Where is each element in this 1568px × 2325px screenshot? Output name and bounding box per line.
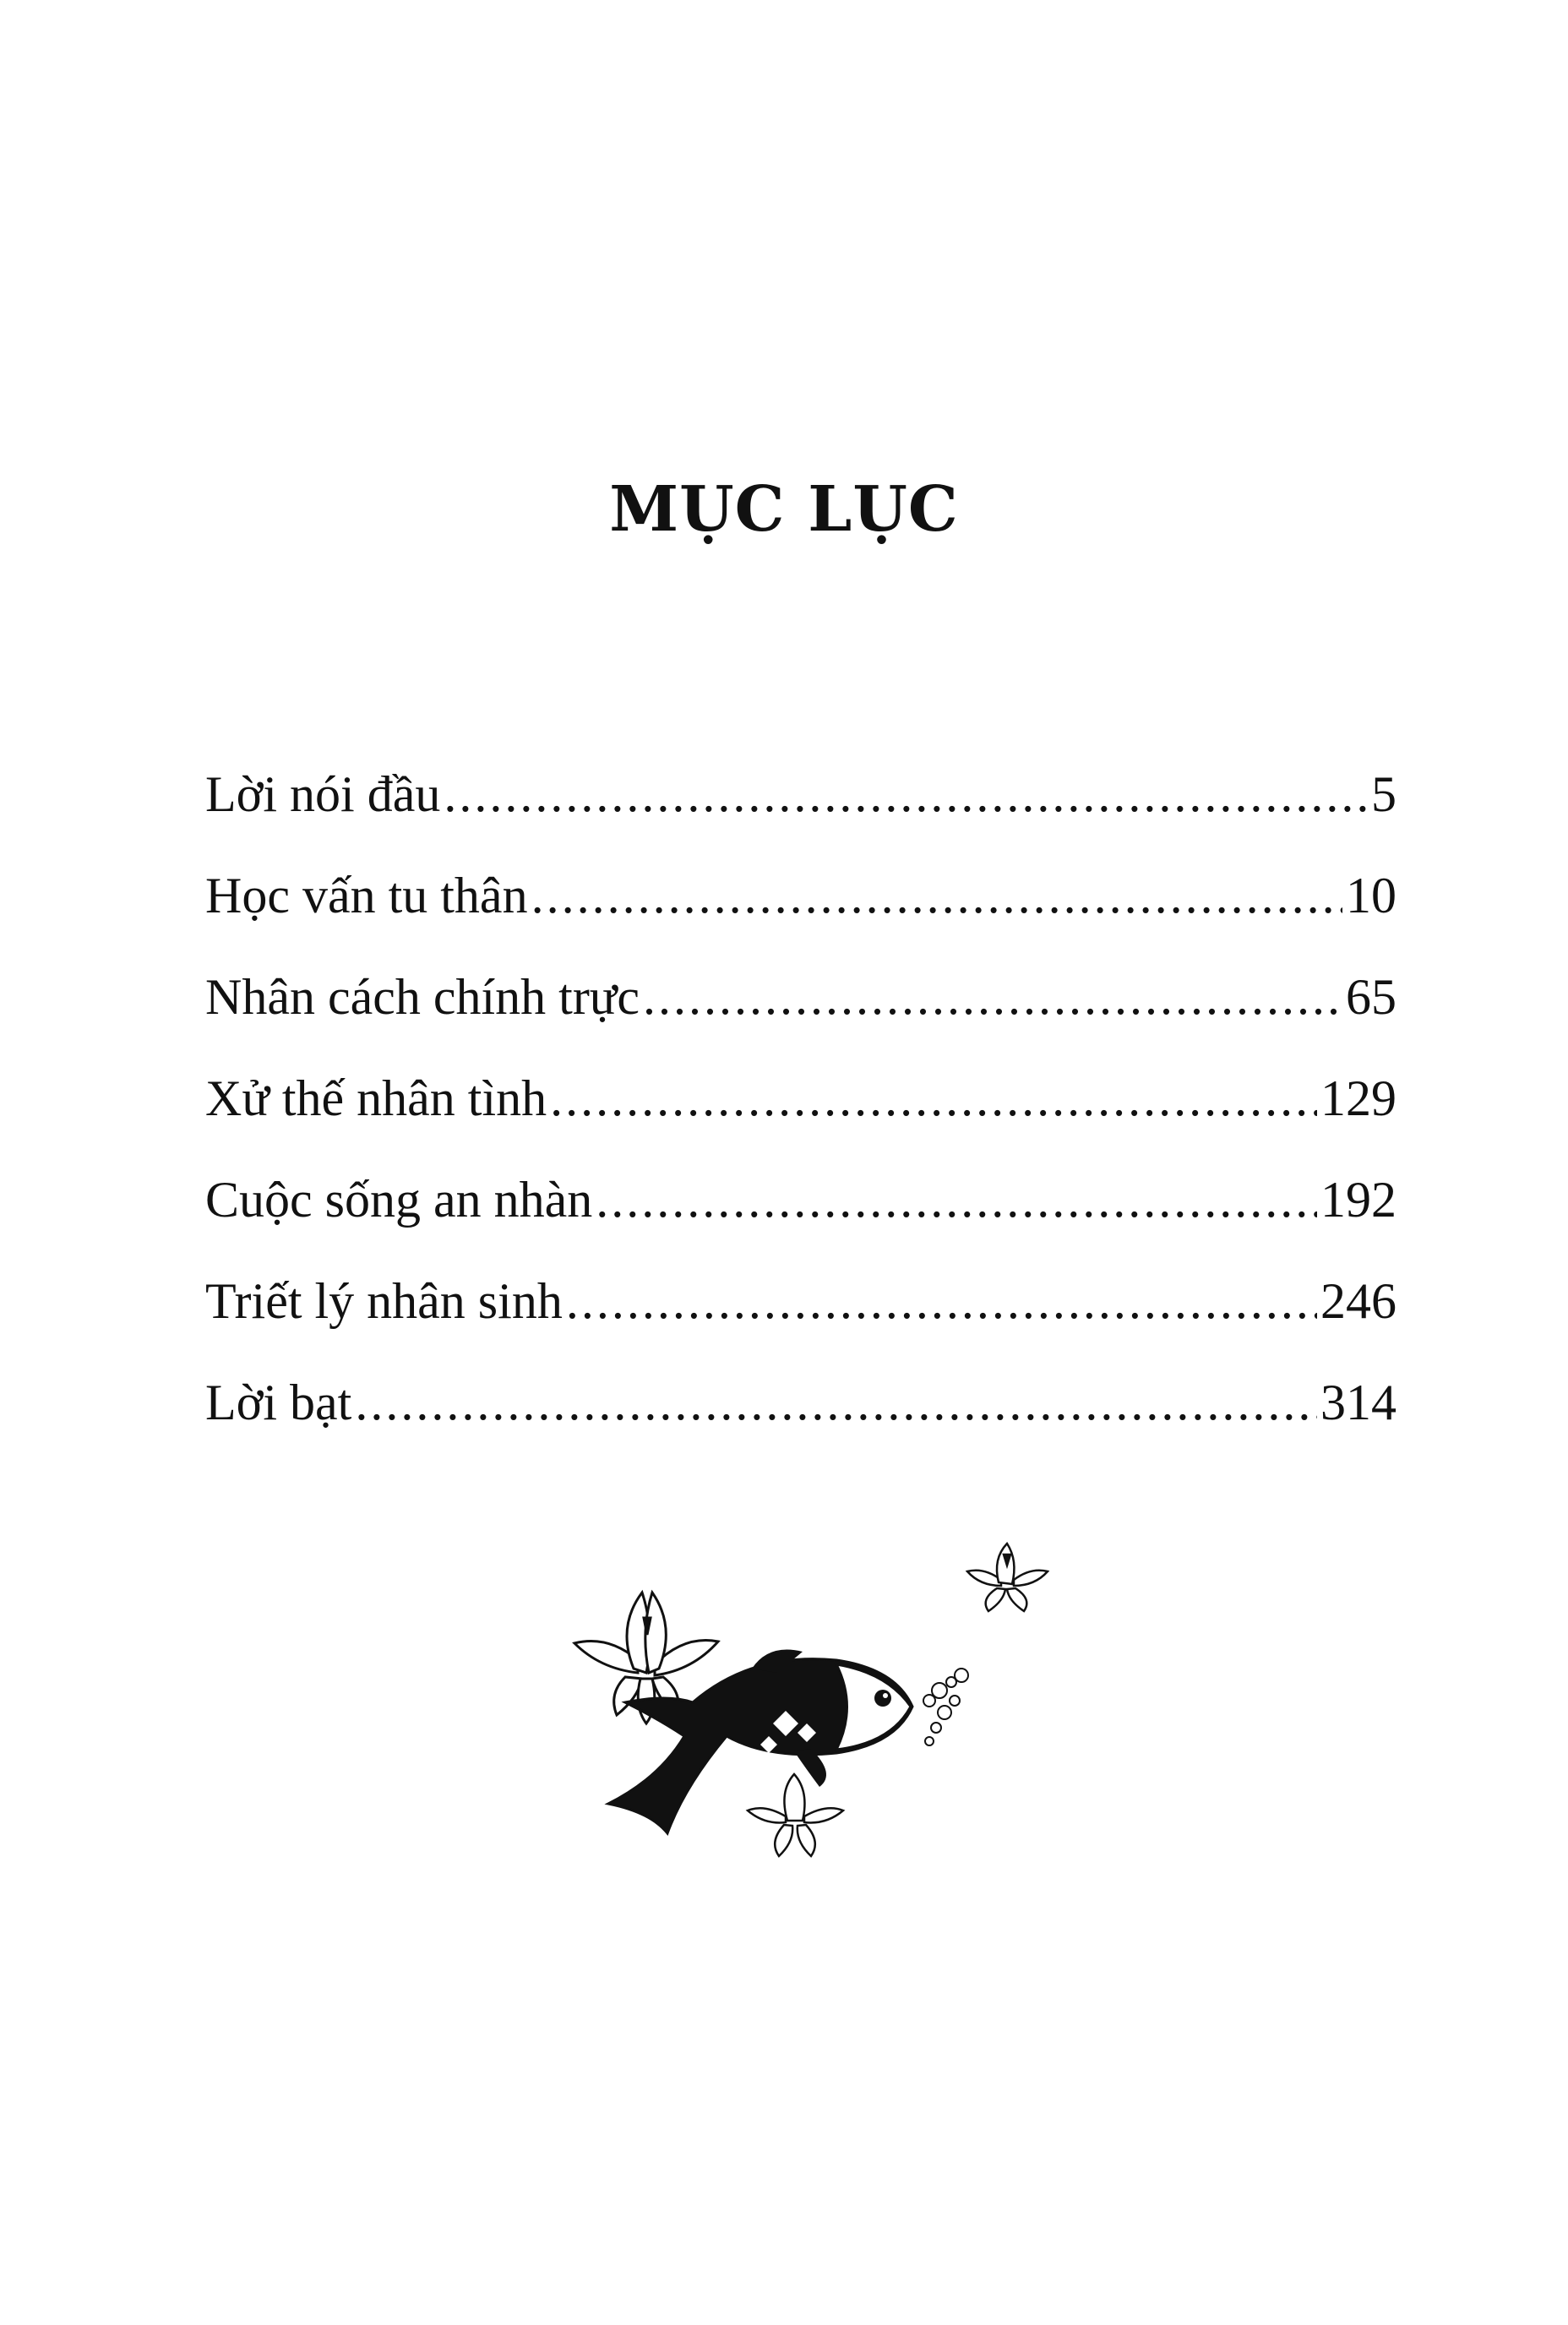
- table-of-contents: [205, 743, 1396, 1453]
- toc-entry-page: 129: [1320, 1070, 1396, 1126]
- dot-leader: [355, 1352, 1317, 1453]
- toc-entry-page: 246: [1320, 1273, 1396, 1329]
- toc-entry-label: Lời bạt: [205, 1375, 352, 1430]
- toc-entry-page: 10: [1346, 868, 1396, 923]
- toc-entry[interactable]: [205, 1352, 1396, 1453]
- toc-entry[interactable]: [205, 845, 1396, 946]
- toc-entry-label: Cuộc sống an nhàn: [205, 1172, 593, 1228]
- page-title: MỤC LỤC: [609, 473, 959, 546]
- toc-entry-label: Lời nói đầu: [205, 766, 441, 822]
- toc-entry[interactable]: [205, 743, 1396, 845]
- dot-leader: [596, 1149, 1317, 1250]
- toc-entry[interactable]: [205, 1250, 1396, 1352]
- toc-entry-label: Triết lý nhân sinh: [205, 1273, 563, 1329]
- dot-leader: [550, 1048, 1317, 1149]
- toc-entry-label: Xử thế nhân tình: [205, 1070, 547, 1126]
- toc-entry-page: 314: [1320, 1375, 1396, 1430]
- toc-entry-label: Nhân cách chính trực: [205, 969, 640, 1025]
- lotus-icon: [967, 1544, 1048, 1611]
- dot-leader: [643, 946, 1342, 1048]
- toc-entry[interactable]: [205, 1149, 1396, 1250]
- toc-entry[interactable]: [205, 1048, 1396, 1149]
- dot-leader: [444, 743, 1368, 845]
- toc-entry-page: 192: [1320, 1172, 1396, 1228]
- toc-entry-page: 65: [1346, 969, 1396, 1025]
- toc-entry[interactable]: [205, 946, 1396, 1048]
- dot-leader: [566, 1250, 1317, 1352]
- lotus-icon: [748, 1774, 843, 1856]
- koi-lotus-illustration: [558, 1533, 1064, 1888]
- dot-leader: [531, 845, 1342, 946]
- bubbles-icon: [923, 1669, 968, 1745]
- toc-entry-page: 5: [1371, 766, 1396, 822]
- toc-entry-label: Học vấn tu thân: [205, 868, 528, 923]
- fish-icon: [608, 1650, 912, 1834]
